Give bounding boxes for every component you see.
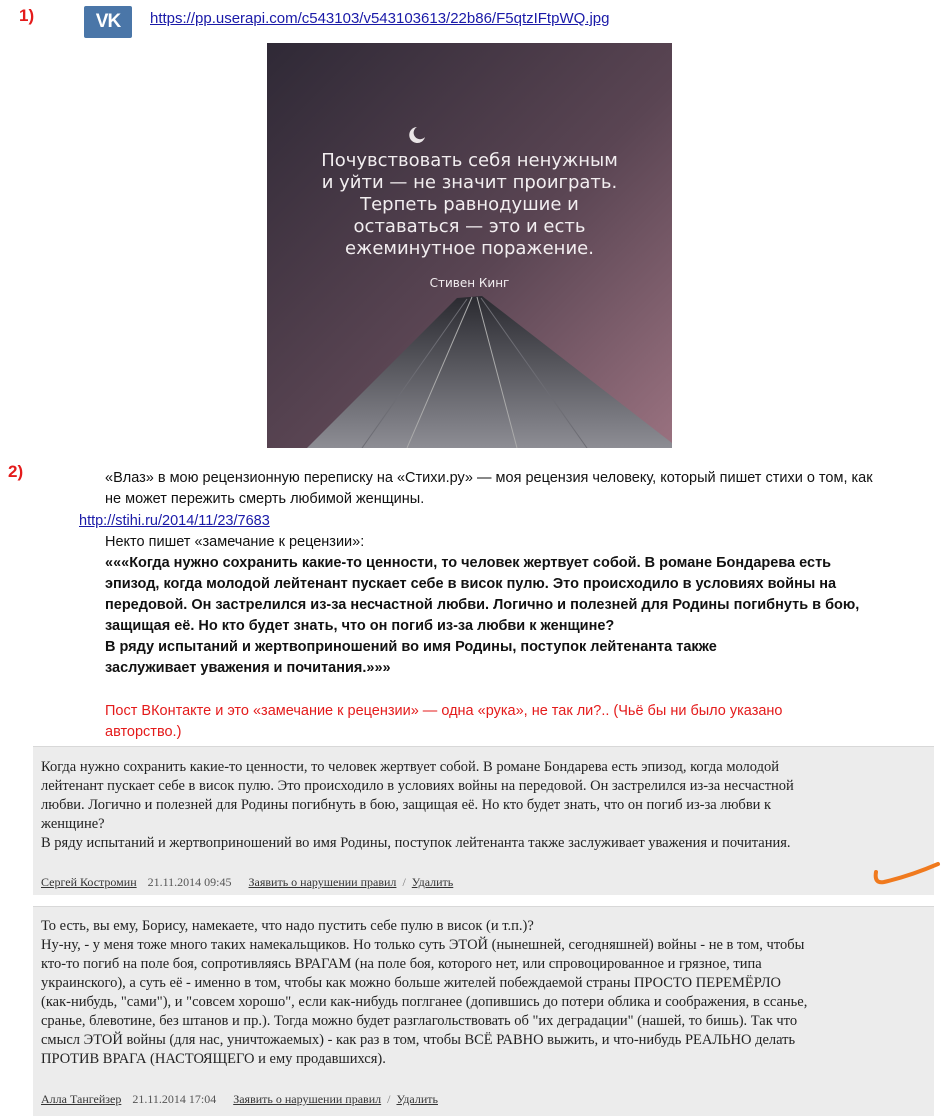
quoted-remark-2: В ряду испытаний и жертвоприношений во имя Родины, поступок лейтенанта также заслуживает уважения и почитания.»»» [105, 639, 717, 676]
separator: / [402, 875, 406, 889]
comment-text [41, 758, 926, 853]
comment-block [33, 906, 934, 1116]
stihi-link[interactable]: http://stihi.ru/2014/11/23/7683 [79, 513, 270, 529]
separator: / [387, 1092, 391, 1106]
red-note: Пост ВКонтакте и это «замечание к рецензии» — одна «рука», не так ли?.. (Чьё бы ни было указано авторство.) [105, 703, 783, 740]
quote-poster-image [267, 43, 672, 448]
comment-line: украинского), а суть её - именно в том, чтобы как можно больше жителей побеждаемой страны ПРОСТО ПЕРЕМЁРЛО [41, 975, 782, 991]
intro-paragraph: «Влаз» в мою рецензионную переписку на «Стихи.ру» — моя рецензия человеку, который пишет стихи о том, как не может пережить смерть любимой женщины. [105, 470, 873, 507]
image-url-link[interactable]: https://pp.userapi.com/c543103/v543103613/22b86/F5qtzIFtpWQ.jpg [150, 10, 610, 27]
vk-logo-icon: VK [84, 6, 132, 38]
delete-link[interactable]: Удалить [411, 875, 454, 889]
comment-line: То есть, вы ему, Борису, намекаете, что надо пустить себе пулю в висок (и т.п.)? [41, 918, 534, 934]
poster-author: Стивен Кинг [429, 276, 510, 290]
comment-date: 21.11.2014 17:04 [132, 1092, 217, 1106]
delete-link[interactable]: Удалить [396, 1092, 438, 1106]
comment-line: сранье, блевотине, без штанов и пр.). Тогда можно будет разглагольствовать об "их деградации" (нашей, то бишь). Так что [41, 1013, 798, 1029]
comment-author-link[interactable]: Сергей Костромин [41, 875, 137, 889]
comment-line: женщине? [41, 816, 105, 832]
quoted-remark-1: «««Когда нужно сохранить какие-то ценности, то человек жертвует собой. В романе Бондарева есть эпизод, когда молодой лейтенант пускает себе в висок пулю. Это происходило в условиях войны на передовой. Он застрелился из-за несчастной любви. Логично и полезней для Родины погибнуть в бою, защищая её. Но кто будет знать, что он погиб из-за любви к женщине? [105, 555, 860, 634]
section-number-2: 2) [8, 462, 24, 481]
section-number-1: 1) [19, 6, 35, 25]
someone-writes: Некто пишет «замечание к рецензии»: [105, 534, 365, 550]
comment-meta [41, 875, 453, 890]
comment-meta [41, 1092, 438, 1107]
comment-date: 21.11.2014 09:45 [147, 875, 232, 889]
poster-quote [267, 150, 672, 260]
quote-line: и уйти — не значит проиграть. [321, 172, 618, 193]
report-link[interactable]: Заявить о нарушении правил [248, 875, 397, 889]
comment-line: Ну-ну, - у меня тоже много таких намекальщиков. Но только суть ЭТОЙ (нынешней, сегодняшней) войны - не в том, чтобы [41, 937, 805, 953]
comment-line: (как-нибудь, "сами"), и "совсем хорошо", если как-нибудь поглганее (допившись до потери облика и соображения, в ссанье, [41, 994, 808, 1010]
comment-line: В ряду испытаний и жертвоприношений во имя Родины, поступок лейтенанта также заслуживает уважения и почитания. [41, 835, 791, 851]
comment-block [33, 746, 934, 895]
comment-line: любви. Логично и полезней для Родины погибнуть в бою, защищая её. Но кто будет знать, что он погиб из-за любви к [41, 797, 772, 813]
comment-text [41, 917, 926, 1069]
comment-author-link[interactable]: Алла Тангейзер [41, 1092, 122, 1106]
comment-line: кто-то погиб на поле боя, сопротивляясь ВРАГАМ (на поле боя, которого нет, или спровоцированное и грязное, типа [41, 956, 762, 972]
report-link[interactable]: Заявить о нарушении правил [233, 1092, 382, 1106]
quote-line: Терпеть равнодушие и [360, 194, 579, 215]
quote-line: оставаться — это и есть [353, 216, 586, 237]
comment-line: лейтенант пускает себе в висок пулю. Это происходило в условиях войны на передовой. Он застрелился из-за несчастной [41, 778, 794, 794]
comment-line: смысл ЭТОЙ войны (для нас, уничтожаемых) - как раз в том, чтобы ВСЁ РАВНО выжить, и что-нибудь РЕАЛЬНО делать [41, 1032, 796, 1048]
quote-line: Почувствовать себя ненужным [321, 150, 618, 171]
quote-line: ежеминутное поражение. [345, 238, 594, 259]
orange-highlight-mark [870, 858, 942, 890]
comment-line: Когда нужно сохранить какие-то ценности, то человек жертвует собой. В романе Бондарева есть эпизод, когда молодой [41, 759, 780, 775]
comment-line: ПРОТИВ ВРАГА (НАСТОЯЩЕГО и ему продавшихся). [41, 1051, 386, 1067]
